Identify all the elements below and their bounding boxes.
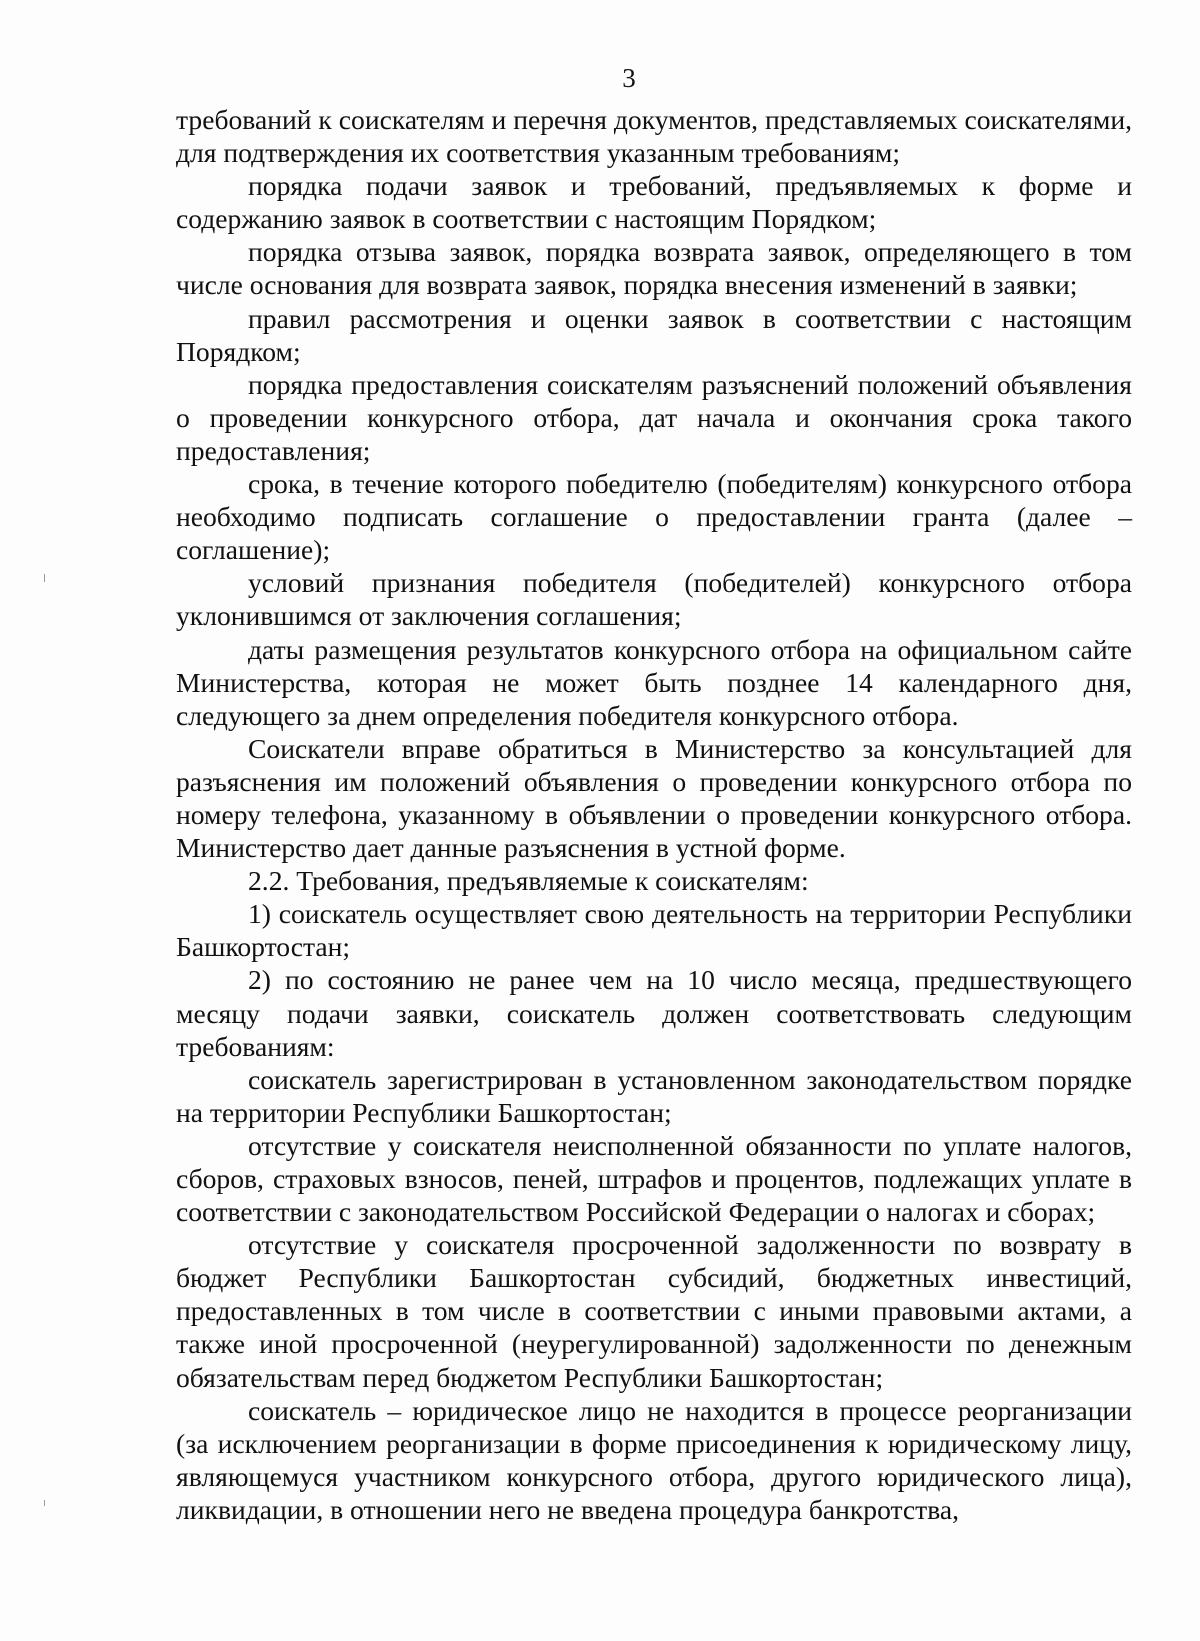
paragraph: 2) по состоянию не ранее чем на 10 число месяца, предшествующего месяцу подачи заявки, соискатель должен соответствовать следующим требованиям: (176, 964, 1132, 1062)
paragraph: 1) соискатель осуществляет свою деятельность на территории Республики Башкортостан; (176, 898, 1132, 963)
scan-speck (44, 1500, 45, 1506)
paragraph: соискатель зарегистрирован в установленном законодательством порядке на территории Республики Башкортостан; (176, 1063, 1132, 1128)
paragraph: соискатель – юридическое лицо не находится в процессе реорганизации (за исключением реорганизации в форме присоединения к юридическому лицу, являющемуся участником конкурсного отбора, другого юридического лица), ликвидации, в отношении него не введена процедура банкротства, (176, 1394, 1132, 1525)
paragraph: условий признания победителя (победителей) конкурсного отбора уклонившимся от заключения соглашения; (176, 567, 1132, 632)
paragraph: отсутствие у соискателя просроченной задолженности по возврату в бюджет Республики Башкортостан субсидий, бюджетных инвестиций, предоставленных в том числе в соответствии с иными правовыми актами, а также иной просроченной (неурегулированной) задолженности по денежным обязательствам перед бюджетом Республики Башкортостан; (176, 1229, 1132, 1393)
section-heading: 2.2. Требования, предъявляемые к соискателям: (248, 865, 809, 897)
paragraph: Соискатели вправе обратиться в Министерство за консультацией для разъяснения им положений объявления о проведении конкурсного отбора по номеру телефона, указанному в объявлении о проведении конкурсного отбора. Министерство дает данные разъяснения в устной форме. (176, 732, 1132, 864)
paragraph: отсутствие у соискателя неисполненной обязанности по уплате налогов, сборов, страховых взносов, пеней, штрафов и процентов, подлежащих уплате в соответствии с законодательством Российской Федерации о налогах и сборах; (176, 1129, 1132, 1228)
paragraph: порядка отзыва заявок, порядка возврата заявок, определяющего в том числе основания для возврата заявок, порядка внесения изменений в заявки; (176, 236, 1132, 301)
paragraph: порядка предоставления соискателям разъяснений положений объявления о проведении конкурсного отбора, дат начала и окончания срока такого предоставления; (176, 368, 1132, 466)
paragraph: правил рассмотрения и оценки заявок в соответствии с настоящим Порядком; (176, 302, 1132, 367)
paragraph-continuation: требований к соискателям и перечня документов, представляемых соискателями, для подтверждения их соответствия указанным требованиям; (176, 104, 1132, 169)
page-number: 3 (622, 63, 636, 93)
paragraph: срока, в течение которого победителю (победителям) конкурсного отбора необходимо подписать соглашение о предоставлении гранта (далее – соглашение); (176, 468, 1132, 566)
document-body (176, 103, 1132, 1526)
scan-speck (44, 574, 45, 582)
paragraph: порядка подачи заявок и требований, предъявляемых к форме и содержанию заявок в соответствии с настоящим Порядком; (176, 170, 1132, 235)
paragraph: даты размещения результатов конкурсного отбора на официальном сайте Министерства, которая не может быть позднее 14 календарного дня, следующего за днем определения победителя конкурсного отбора. (176, 633, 1132, 731)
